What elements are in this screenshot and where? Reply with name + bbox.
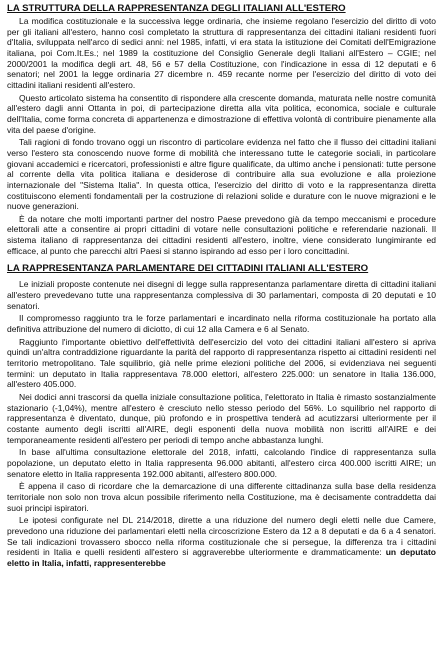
paragraph: Raggiunto l'importante obiettivo dell'effettività dell'esercizio del voto dei cittadini italiani all'estero si apriva quindi un'altra contraddizione riguardante la parità del rapporto di rappresentanza rispetto ai cittadini residenti nel territorio metropolitano. Tale squilibrio, già nelle prime elezioni politiche del 2006, si evidenziava nei seguenti termini: un deputato in Italia rappresentava 78.000 elettori, all'estero 225.000: un senatore in Italia 136.000, all'estero 405.000. (7, 336, 436, 390)
paragraph: Tali ragioni di fondo trovano oggi un riscontro di particolare evidenza nel fatto che il flusso dei cittadini italiani verso l'estero sta conoscendo nuove forme di mobilità che interessano tutte le categorie sociali, in particolare giovani accademici e ricercatori, professionisti e altre figure qualificate, da ultimo anche i pensionati: tutte persone al corrente della vita politica italiana e desiderose di contribuire alla sua evoluzione e alla proiezione internazionale del "Sistema Italia". In questa ottica, l'esercizio del diritto di voto e la rappresentanza diretta costituiscono elementi fondamentali per la costruzione di relazioni solide e durature con le nuove migrazioni e le nuove generazioni. (7, 137, 436, 212)
paragraph: Il compromesso raggiunto tra le forze parlamentari e incardinato nella riforma costituzionale ha portato alla definitiva attribuzione del numero di diciotto, di cui 12 alla Camera e 6 al Senato. (7, 313, 436, 335)
paragraph: La modifica costituzionale e la successiva legge ordinaria, che insieme regolano l'esercizio del diritto di voto per gli italiani all'estero, hanno così completato la struttura di rappresentanza dei cittadini italiani residenti fuori d'Italia, sviluppata nell'arco di sedici anni: nel 1985, infatti, vi era stata la istituzione dei Comitati dell'Emigrazione italiana, poi Com.It.Es.; nel 1989 la costituzione del Consiglio Generale degli Italiani all'Estero – CGIE; nel 2000/2001 la modifica degli art. 48, 56 e 57 della Costituzione, con l'indicazione in essa di 12 deputati e 6 senatori; nel 2001 la legge ordinaria 27 dicembre n. 459 recante norme per l'esercizio del diritto di voto dei cittadini italiani residenti all'estero. (7, 16, 436, 90)
section-heading-rappresentanza: LA RAPPRESENTANZA PARLAMENTARE DEI CITTADINI ITALIANI ALL'ESTERO (7, 263, 369, 275)
paragraph-text: Le ipotesi configurate nel DL 214/2018, dirette a una riduzione del numero degli eletti nelle due Camere, prevedono una riduzione dei parlamentari eletti nella circoscrizione Estero da 12 a 8 deputati e da 6 a 4 senatori. Se tali indicazioni trovassero sbocco nella riforma costituzionale che si persegue, la differenza tra i cittadini residenti in Italia e quelli residenti all'estero si aggraverebbe ulteriormente e drammaticamente: (7, 515, 436, 558)
bold-phrase: un deputato eletto in Italia, infatti, rappresenterebbe (7, 547, 436, 568)
paragraph: In base all'ultima consultazione elettorale del 2018, infatti, calcolando l'indice di rappresentanza sulla popolazione, un deputato eletto in Italia rappresenta 96.000 abitanti, all'estero circa 400.000 iscritti AIRE; un senatore eletto in Italia rappresenta 192.000 abitanti, all'estero 800.000. (7, 447, 436, 479)
paragraph: Le iniziali proposte contenute nei disegni di legge sulla rappresentanza parlamentare diretta di cittadini italiani all'estero prevedevano tutte una rappresentanza complessiva di 30 parlamentari, composta di 20 deputati e 10 senatori. (7, 279, 436, 311)
paragraph-last (7, 515, 436, 568)
paragraph: È appena il caso di ricordare che la demarcazione di una differente cittadinanza sulla base della residenza territoriale non solo non trova alcun possibile riferimento nella Costituzione, ma è decisamente contraddetta dai suoi principi ispiratori. (7, 481, 436, 513)
paragraph: È da notare che molti importanti partner del nostro Paese prevedono già da tempo meccanismi e procedure elettorali atte a consentire ai propri cittadini di votare nelle consultazioni politiche e referendarie nazionali. Il sistema italiano di rappresentanza dei cittadini residenti all'estero, inoltre, viene considerato lungimirante ed efficace, al punto che parecchi altri Paesi si stanno ispirando ad esso per i loro concittadini. (7, 213, 436, 256)
section-heading-struttura: LA STRUTTURA DELLA RAPPRESENTANZA DEGLI ITALIANI ALL'ESTERO (7, 3, 346, 14)
paragraph: Nei dodici anni trascorsi da quella iniziale consultazione politica, l'elettorato in Italia è rimasto sostanzialmente stazionario (-1,04%), mentre all'estero è cresciuto nello stesso periodo del 56%. Lo squilibrio nel rapporto di rappresentanza è diventato, dunque, più profondo e in prospettiva tenderà ad acutizzarsi ulteriormente per il costante aumento degli iscritti all'AIRE, degli esponenti della nuova mobilità non iscritti all'AIRE e dei temporaneamente residenti all'estero per periodi di tempo anche abbastanza lunghi. (7, 392, 436, 445)
paragraph: Questo articolato sistema ha consentito di rispondere alla crescente domanda, maturata nelle nostre comunità all'estero dagli anni Ottanta in poi, di partecipazione diretta alla vita politica, economica, sociale e culturale dell'Italia, come forma concreta di appartenenza e dimostrazione di effettiva volontà di contribuire pienamente alla vita del paese d'origine. (7, 92, 436, 135)
